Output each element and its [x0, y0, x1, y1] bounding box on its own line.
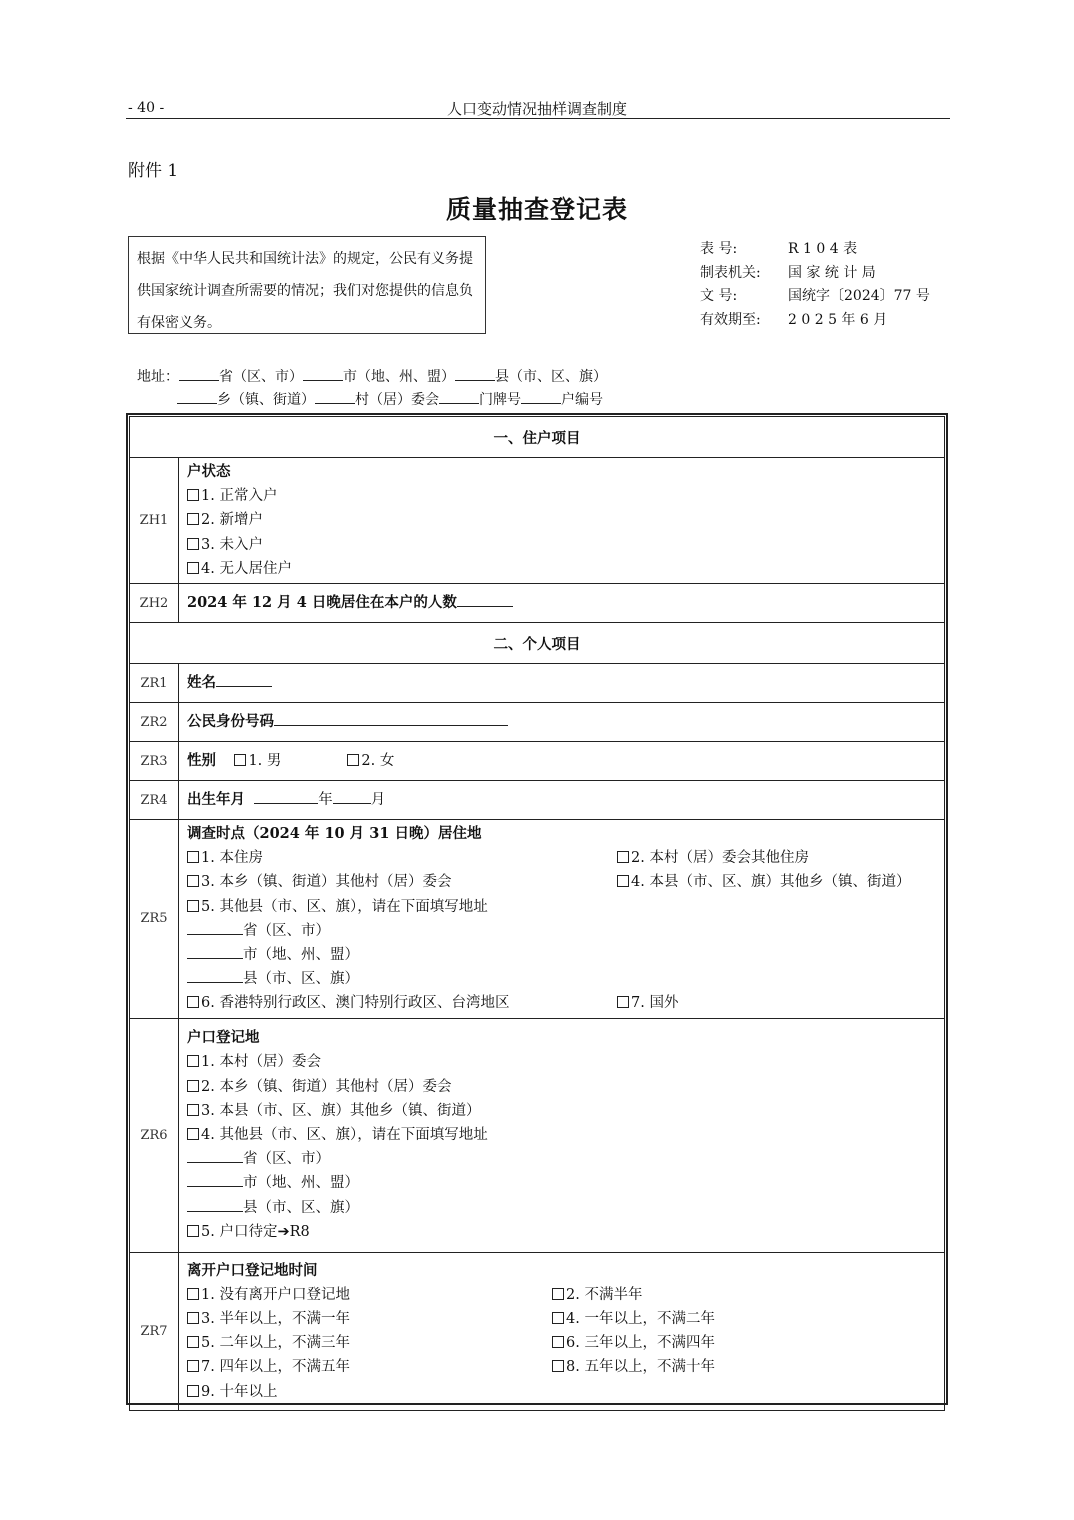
option-zr5-7[interactable]: 7. 国外	[617, 991, 678, 1015]
option-zr7-9[interactable]: 9. 十年以上	[187, 1380, 936, 1404]
question-zh2: 2024 年 12 月 4 日晚居住在本户的人数	[187, 593, 457, 611]
option-zh1-2[interactable]: 2. 新增户	[187, 508, 936, 532]
question-zr3: 性别	[187, 751, 216, 769]
option-zh1-3[interactable]: 3. 未入户	[187, 533, 936, 557]
checkbox[interactable]	[187, 1385, 199, 1397]
county-field[interactable]	[455, 366, 495, 381]
zr6-county-field[interactable]	[187, 1197, 243, 1212]
household-label: 户编号	[561, 392, 603, 408]
question-zr2: 公民身份号码	[187, 712, 274, 730]
checkbox[interactable]	[187, 1225, 199, 1237]
door-label: 门牌号	[479, 392, 521, 408]
row-zr5	[130, 820, 945, 1019]
village-field[interactable]	[315, 389, 355, 404]
option-zr6-4[interactable]: 4. 其他县（市、区、旗），请在下面填写地址	[187, 1123, 936, 1147]
question-zr5: 调查时点（2024 年 10 月 31 日晚）居住地	[187, 825, 482, 843]
checkbox[interactable]	[187, 489, 199, 501]
checkbox[interactable]	[187, 538, 199, 550]
legal-notice: 根据《中华人民共和国统计法》的规定，公民有义务提供国家统计调查所需要的情况；我们对您提供的信息负有保密义务。	[128, 236, 486, 334]
survey-table	[129, 416, 945, 1411]
option-zr6-3[interactable]: 3. 本县（市、区、旗）其他乡（镇、街道）	[187, 1099, 936, 1123]
checkbox[interactable]	[187, 1360, 199, 1372]
option-zh1-4[interactable]: 4. 无人居住户	[187, 557, 936, 581]
zr5-county-label: 县（市、区、旗）	[243, 971, 359, 988]
checkbox[interactable]	[234, 754, 246, 766]
option-zr5-3[interactable]: 3. 本乡（镇、街道）其他村（居）委会	[187, 870, 617, 894]
row-zr6	[130, 1018, 945, 1252]
issuer-value: 国 家 统 计 局	[788, 264, 876, 281]
checkbox[interactable]	[187, 1055, 199, 1067]
checkbox[interactable]	[187, 1336, 199, 1348]
zr6-province-field[interactable]	[187, 1148, 243, 1163]
option-zr6-5[interactable]: 5. 户口待定➔R8	[187, 1220, 936, 1244]
option-zr6-2[interactable]: 2. 本乡（镇、街道）其他村（居）委会	[187, 1075, 936, 1099]
row-zr4	[130, 781, 945, 820]
province-field[interactable]	[179, 366, 219, 381]
option-zr7-8[interactable]: 8. 五年以上，不满十年	[552, 1355, 715, 1379]
checkbox[interactable]	[552, 1336, 564, 1348]
checkbox[interactable]	[552, 1360, 564, 1372]
doc-no-label: 文 号:	[700, 288, 738, 304]
checkbox[interactable]	[187, 513, 199, 525]
address-label: 地址：	[137, 369, 179, 385]
valid-value: 2 0 2 5 年 6 月	[788, 311, 888, 328]
option-zr7-6[interactable]: 6. 三年以上，不满四年	[552, 1331, 715, 1355]
row-zr2	[130, 703, 945, 742]
code-zr3: ZR3	[130, 742, 179, 781]
checkbox[interactable]	[187, 996, 199, 1008]
checkbox[interactable]	[187, 900, 199, 912]
address-line-2	[177, 389, 603, 409]
city-label: 市（地、州、盟）	[343, 369, 455, 385]
checkbox[interactable]	[187, 562, 199, 574]
option-zr7-5[interactable]: 5. 二年以上，不满三年	[187, 1331, 552, 1355]
code-zh1: ZH1	[130, 458, 179, 584]
province-label: 省（区、市）	[219, 369, 303, 385]
option-zr7-3[interactable]: 3. 半年以上，不满一年	[187, 1307, 552, 1331]
name-field[interactable]	[216, 672, 272, 687]
row-zr3	[130, 742, 945, 781]
checkbox[interactable]	[187, 1080, 199, 1092]
id-number-field[interactable]	[274, 711, 508, 726]
option-zr7-4[interactable]: 4. 一年以上，不满二年	[552, 1307, 715, 1331]
checkbox[interactable]	[187, 1104, 199, 1116]
code-zr2: ZR2	[130, 703, 179, 742]
resident-count-field[interactable]	[457, 592, 513, 607]
question-zr1: 姓名	[187, 673, 216, 691]
county-label: 县（市、区、旗）	[495, 369, 607, 385]
code-zr5: ZR5	[130, 820, 179, 1019]
option-zr6-1[interactable]: 1. 本村（居）委会	[187, 1050, 936, 1074]
form-no-value: R 1 0 4 表	[788, 241, 858, 257]
option-zr3-female[interactable]: 2. 女	[347, 753, 394, 769]
option-zr7-2[interactable]: 2. 不满半年	[552, 1283, 642, 1307]
township-label: 乡（镇、街道）	[217, 392, 315, 408]
section-person: 二、个人项目	[130, 623, 945, 664]
section-household: 一、住户项目	[130, 417, 945, 458]
village-label: 村（居）委会	[355, 392, 439, 408]
zr5-city-field[interactable]	[187, 944, 243, 959]
code-zh2: ZH2	[130, 584, 179, 623]
form-meta	[700, 238, 938, 332]
option-zr5-4[interactable]: 4. 本县（市、区、旗）其他乡（镇、街道）	[617, 870, 910, 894]
form-no-label: 表 号:	[700, 241, 738, 257]
row-zh2	[130, 584, 945, 623]
city-field[interactable]	[303, 366, 343, 381]
row-zh1	[130, 458, 945, 584]
document-title: 人口变动情况抽样调查制度	[446, 100, 627, 118]
zr5-province-field[interactable]	[187, 920, 243, 935]
code-zr6: ZR6	[130, 1018, 179, 1252]
checkbox[interactable]	[347, 754, 359, 766]
checkbox[interactable]	[187, 1312, 199, 1324]
question-zr4: 出生年月	[187, 790, 245, 808]
option-zr5-1[interactable]: 1. 本住房	[187, 846, 617, 870]
form-title: 质量抽查登记表	[445, 195, 628, 224]
code-zr4: ZR4	[130, 781, 179, 820]
code-zr1: ZR1	[130, 664, 179, 703]
township-field[interactable]	[177, 389, 217, 404]
question-zr7: 离开户口登记地时间	[187, 1261, 318, 1279]
zr6-province-label: 省（区、市）	[243, 1151, 330, 1168]
birth-year-field[interactable]	[254, 789, 318, 804]
annex-label: 附件 1	[128, 161, 179, 181]
option-zr5-6[interactable]: 6. 香港特别行政区、澳门特别行政区、台湾地区	[187, 991, 617, 1015]
zr6-city-label: 市（地、州、盟）	[243, 1175, 359, 1192]
month-label: 月	[370, 791, 386, 808]
question-zr6: 户口登记地	[187, 1029, 260, 1047]
year-label: 年	[318, 791, 333, 808]
option-zr5-5[interactable]: 5. 其他县（市、区、旗），请在下面填写地址	[187, 895, 936, 919]
row-zr7	[130, 1252, 945, 1410]
row-zr1	[130, 664, 945, 703]
zr5-county-field[interactable]	[187, 968, 243, 983]
checkbox[interactable]	[552, 1288, 564, 1300]
checkbox[interactable]	[617, 851, 629, 863]
door-field[interactable]	[439, 389, 479, 404]
option-zr3-male[interactable]: 1. 男	[234, 753, 281, 769]
zr6-county-label: 县（市、区、旗）	[243, 1199, 359, 1216]
zr5-city-label: 市（地、州、盟）	[243, 947, 359, 964]
question-zh1: 户状态	[187, 463, 231, 480]
checkbox[interactable]	[617, 996, 629, 1008]
option-zr5-2[interactable]: 2. 本村（居）委会其他住房	[617, 846, 809, 870]
option-zr7-1[interactable]: 1. 没有离开户口登记地	[187, 1283, 552, 1307]
checkbox[interactable]	[187, 851, 199, 863]
checkbox[interactable]	[187, 1288, 199, 1300]
checkbox[interactable]	[187, 1128, 199, 1140]
household-field[interactable]	[521, 389, 561, 404]
option-zh1-1[interactable]: 1. 正常入户	[187, 484, 936, 508]
checkbox[interactable]	[187, 875, 199, 887]
zr6-city-field[interactable]	[187, 1172, 243, 1187]
code-zr7: ZR7	[130, 1252, 179, 1410]
zr5-province-label: 省（区、市）	[243, 922, 330, 939]
checkbox[interactable]	[617, 875, 629, 887]
header-divider	[126, 118, 950, 119]
doc-no-value: 国统字〔2024〕77 号	[788, 288, 930, 304]
checkbox[interactable]	[552, 1312, 564, 1324]
issuer-label: 制表机关:	[700, 264, 761, 281]
birth-month-field[interactable]	[333, 789, 371, 804]
valid-label: 有效期至:	[700, 311, 761, 328]
option-zr7-7[interactable]: 7. 四年以上，不满五年	[187, 1355, 552, 1379]
address-line-1	[137, 365, 607, 389]
page-number: - 40 -	[128, 100, 165, 116]
